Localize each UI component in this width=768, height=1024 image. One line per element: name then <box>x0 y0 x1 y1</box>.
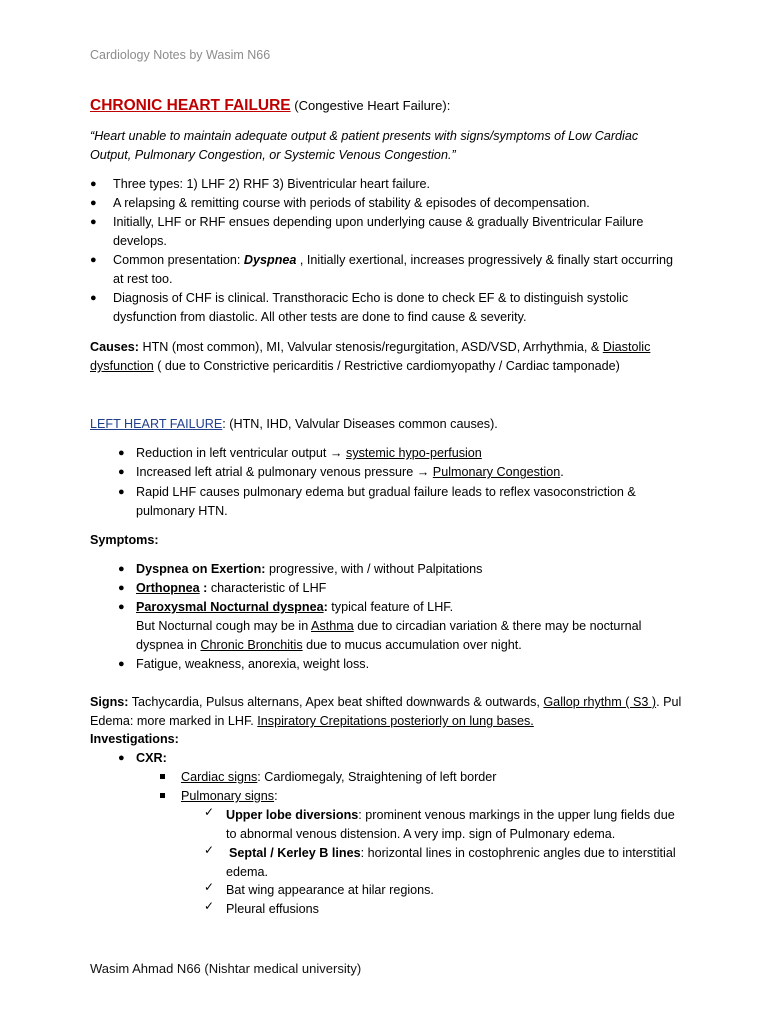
symptom-3-line-2 <box>136 617 641 636</box>
bullet-icon: ● <box>118 582 125 594</box>
symptom-2 <box>136 579 326 598</box>
bullet-icon: ● <box>118 752 125 764</box>
pulm-sign-1-line-1 <box>226 806 675 825</box>
bullet-icon: ● <box>90 216 97 228</box>
text: Increased left atrial & pulmonary venous pressure → <box>136 465 433 479</box>
pulm-sign-4: Pleural effusions <box>226 902 319 916</box>
pulm-sign-2-line-1 <box>229 844 676 863</box>
dysfunction-text: dysfunction <box>90 359 154 373</box>
text: Dyspnea on Exertion: <box>136 562 266 576</box>
overview-bullet-3-line-1: Initially, LHF or RHF ensues depending upon underlying cause & gradually Biventricular Failure <box>113 215 644 229</box>
text: Orthopnea <box>136 581 200 595</box>
overview-bullet-3-line-2: develops. <box>113 234 167 248</box>
checkmark-icon: ✓ <box>204 899 215 913</box>
text: Edema: more marked in LHF. <box>90 714 258 728</box>
text: ( due to Constrictive pericarditis / Restrictive cardiomyopathy / Cardiac tamponade) <box>153 359 620 373</box>
text: systemic hypo-perfusion <box>346 446 482 460</box>
bullet-icon: ● <box>118 466 125 478</box>
text: due to circadian variation & there may be nocturnal <box>353 619 642 633</box>
pulmonary-signs <box>181 787 278 806</box>
text: : <box>274 789 278 803</box>
text: Gallop rhythm ( S3 ) <box>543 695 657 709</box>
text: . Pul <box>656 695 682 709</box>
text: Inspiratory Crepitations posteriorly on lung bases. <box>257 714 534 728</box>
text: dyspnea in <box>136 638 201 652</box>
definition-quote <box>90 127 690 165</box>
text: Chronic Bronchitis <box>200 638 303 652</box>
bullet-icon: ● <box>90 254 97 266</box>
text: But Nocturnal cough may be in <box>136 619 312 633</box>
text: progressive, with / without Palpitations <box>265 562 483 576</box>
text: , Initially exertional, increases progressively & finally start occurring <box>296 253 673 267</box>
diastolic-link-text: Diastolic <box>602 340 651 354</box>
bullet-icon: ● <box>118 601 125 613</box>
text: : prominent venous markings in the upper lung fields due <box>358 808 675 822</box>
pulm-sign-2-line-2: edema. <box>226 865 269 879</box>
causes-line-1 <box>90 338 650 357</box>
investigations-label <box>90 730 179 749</box>
lhf-bullet-1 <box>136 444 482 463</box>
text: Common presentation: <box>113 253 244 267</box>
overview-bullet-4-line-1 <box>113 251 673 270</box>
bullet-icon: ● <box>90 197 97 209</box>
definition-line-2: Output, Pulmonary Congestion, or Systemic Venous Congestion.” <box>90 148 456 162</box>
page-footer: Wasim Ahmad N66 (Nishtar medical university) <box>90 961 362 976</box>
text: Paroxysmal Nocturnal dyspnea <box>136 600 324 614</box>
text: Asthma <box>311 619 354 633</box>
text: due to mucus accumulation over night. <box>302 638 522 652</box>
square-bullet-icon <box>160 774 165 779</box>
bullet-icon: ● <box>90 178 97 190</box>
text: : <box>199 581 208 595</box>
text: Signs: <box>90 695 129 709</box>
overview-bullet-2: A relapsing & remitting course with periods of stability & episodes of decompensation. <box>113 196 590 210</box>
bullet-icon: ● <box>90 292 97 304</box>
text: : horizontal lines in costophrenic angles due to interstitial <box>360 846 676 860</box>
square-bullet-icon <box>160 793 165 798</box>
lhf-bullet-3-line-2: pulmonary HTN. <box>136 504 228 518</box>
text: : (HTN, IHD, Valvular Diseases common causes). <box>222 417 498 431</box>
text: Septal / Kerley B lines <box>229 846 361 860</box>
text: Symptoms: <box>90 533 159 547</box>
text: Cardiac signs <box>181 770 258 784</box>
causes-label: Causes: <box>90 340 139 354</box>
lhf-bullet-3-line-1: Rapid LHF causes pulmonary edema but gradual failure leads to reflex vasoconstriction & <box>136 485 636 499</box>
lhf-heading <box>90 415 498 434</box>
symptom-3-line-3 <box>136 636 522 655</box>
bullet-icon: ● <box>118 447 125 459</box>
text: Pulmonary signs <box>181 789 275 803</box>
text: Pulmonary Congestion <box>432 465 561 479</box>
checkmark-icon: ✓ <box>204 843 215 857</box>
text: Reduction in left ventricular output → <box>136 446 347 460</box>
pulm-sign-1-line-2: to abnormal venous distension. A very imp. sign of Pulmonary edema. <box>226 827 616 841</box>
page-header: Cardiology Notes by Wasim N66 <box>90 48 271 62</box>
text: CXR: <box>136 751 167 765</box>
bullet-icon: ● <box>118 563 125 575</box>
overview-bullet-4-line-2: at rest too. <box>113 272 173 286</box>
pulm-sign-3: Bat wing appearance at hilar regions. <box>226 883 434 897</box>
text: Investigations: <box>90 732 179 746</box>
symptom-1 <box>136 560 482 579</box>
text: : Cardiomegaly, Straightening of left border <box>257 770 497 784</box>
overview-bullet-5-line-2: dysfunction from diastolic. All other tests are done to find cause & severity. <box>113 310 527 324</box>
text: : <box>323 600 328 614</box>
overview-bullet-1: Three types: 1) LHF 2) RHF 3) Biventricular heart failure. <box>113 177 431 191</box>
cxr-label <box>136 749 167 768</box>
title-sub: (Congestive Heart Failure): <box>290 98 451 113</box>
signs-line-1 <box>90 693 681 712</box>
title-main: CHRONIC HEART FAILURE <box>90 97 291 114</box>
checkmark-icon: ✓ <box>204 880 215 894</box>
text: typical feature of LHF. <box>327 600 454 614</box>
lhf-heading-title: LEFT HEART FAILURE <box>90 417 223 431</box>
bullet-icon: ● <box>118 486 125 498</box>
dyspnea-emphasis: Dyspnea <box>243 253 297 267</box>
symptoms-label <box>90 531 159 550</box>
section-title <box>90 97 450 115</box>
lhf-bullet-2 <box>136 463 564 482</box>
text: . <box>560 465 564 479</box>
text: Tachycardia, Pulsus alternans, Apex beat shifted downwards & outwards, <box>128 695 544 709</box>
signs-line-2 <box>90 712 534 731</box>
causes-line-2 <box>90 357 620 376</box>
text: HTN (most common), MI, Valvular stenosis/regurgitation, ASD/VSD, Arrhythmia, & <box>139 340 603 354</box>
symptom-4: Fatigue, weakness, anorexia, weight loss. <box>136 657 370 671</box>
bullet-icon: ● <box>118 658 125 670</box>
symptom-3-line-1 <box>136 598 453 617</box>
definition-line-1: “Heart unable to maintain adequate output & patient presents with signs/symptoms of Low Cardiac <box>90 129 639 143</box>
text: Upper lobe diversions <box>226 808 359 822</box>
text: characteristic of LHF <box>207 581 327 595</box>
checkmark-icon: ✓ <box>204 805 215 819</box>
cardiac-signs <box>181 768 496 787</box>
overview-bullet-5-line-1: Diagnosis of CHF is clinical. Transthoracic Echo is done to check EF & to distinguish systolic <box>113 291 629 305</box>
